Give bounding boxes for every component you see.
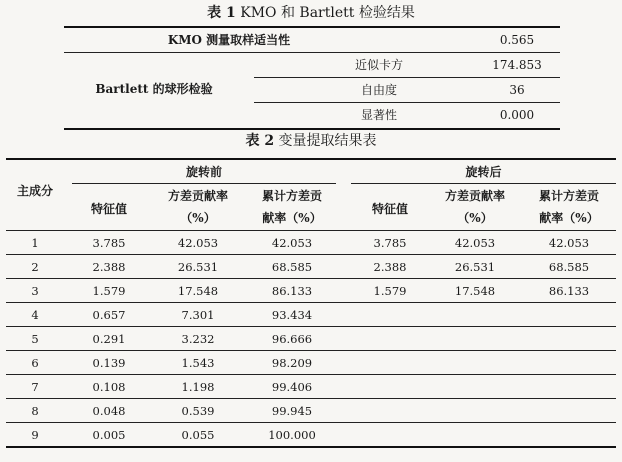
cell-eigen-after [351,399,429,423]
cell-var-before: 26.531 [177,260,219,274]
col-header-var-line2: （%） [457,211,493,225]
bartlett-label: Bartlett 的球形检验 [95,82,213,96]
col-header-cum-line2: 献率（%） [539,211,599,225]
cell-component: 6 [31,356,39,370]
cell-eigen-before: 0.657 [92,308,126,322]
kmo-value: 0.565 [499,33,535,47]
bartlett-stat-label: 显著性 [360,108,397,122]
cell-eigen-before: 0.139 [92,356,126,370]
cell-cum-before: 42.053 [271,236,313,250]
cell-var-after [426,351,524,375]
cell-eigen-after: 3.785 [373,236,407,250]
cell-eigen-after [351,327,429,351]
col-header-cum-line1: 累计方差贡 [261,189,322,203]
table-row [6,255,616,279]
bartlett-row [64,53,560,77]
col-header-var-line2: （%） [180,211,216,225]
cell-eigen-before: 3.785 [92,236,126,250]
col-header-var-after [426,187,524,227]
cell-component: 2 [31,260,39,274]
table1-title [0,4,622,22]
cell-component: 5 [31,332,39,346]
cell-component: 8 [31,404,39,418]
variable-extraction-table [6,158,616,448]
cell-cum-before: 99.945 [271,404,313,418]
table-row [6,303,616,327]
table2-number: 表 2 [245,133,275,149]
col-header-cum-before [246,187,338,227]
group-underline [72,183,336,184]
group-header-before: 旋转前 [185,165,222,179]
table2-caption: 变量提取结果表 [278,133,377,149]
kmo-label: KMO 测量取样适当性 [167,33,291,47]
table1-caption: KMO 和 Bartlett 检验结果 [240,5,415,21]
cell-var-before: 0.539 [181,404,215,418]
cell-var-before: 7.301 [181,308,215,322]
cell-component: 1 [31,236,39,250]
cell-eigen-before: 0.005 [92,428,126,442]
cell-eigen-after [351,423,429,447]
bartlett-row [64,78,560,102]
cell-var-before: 1.198 [181,380,215,394]
cell-eigen-after [351,303,429,327]
bartlett-stat-label: 近似卡方 [354,58,403,72]
cell-var-after [426,423,524,447]
cell-cum-after [522,375,616,399]
col-header-cum-after [522,187,616,227]
cell-var-before: 1.543 [181,356,215,370]
cell-var-after: 26.531 [454,260,496,274]
cell-component: 7 [31,380,39,394]
cell-var-after [426,399,524,423]
cell-var-before: 3.232 [181,332,215,346]
col-header-var-before [150,187,246,227]
cell-var-after [426,303,524,327]
col-header-cum-line2: 献率（%） [262,211,322,225]
table1-number: 表 1 [207,5,236,21]
col-header-var-line1: 方差贡献率 [167,189,228,203]
cell-cum-after: 68.585 [548,260,590,274]
cell-eigen-after: 2.388 [373,260,407,274]
col-header-var-line1: 方差贡献率 [444,189,505,203]
cell-eigen-before: 0.108 [92,380,126,394]
table-row [6,399,616,423]
bartlett-row [64,103,560,127]
cell-component: 9 [31,428,39,442]
table-row [6,423,616,447]
table2-title [0,132,622,150]
cell-cum-after: 86.133 [548,284,590,298]
cell-var-after: 42.053 [454,236,496,250]
cell-cum-before: 99.406 [271,380,313,394]
cell-eigen-before: 0.048 [92,404,126,418]
table-row [6,279,616,303]
cell-cum-after [522,351,616,375]
col-header-eigen-before: 特征值 [90,202,127,216]
cell-eigen-after [351,375,429,399]
cell-var-before: 0.055 [181,428,215,442]
cell-eigen-before: 1.579 [92,284,126,298]
cell-var-after [426,375,524,399]
cell-cum-before: 96.666 [271,332,313,346]
table-row [6,351,616,375]
cell-component: 3 [31,284,39,298]
group-header-after: 旋转后 [465,165,502,179]
bartlett-stat-value: 174.853 [492,58,542,72]
cell-cum-before: 100.000 [268,428,316,442]
cell-cum-after: 42.053 [548,236,590,250]
cell-eigen-before: 2.388 [92,260,126,274]
cell-cum-after [522,399,616,423]
bartlett-stat-value: 36 [509,83,525,97]
kmo-bartlett-table [64,26,560,130]
table-row [6,375,616,399]
bartlett-stat-label: 自由度 [360,83,397,97]
cell-var-before: 42.053 [177,236,219,250]
cell-cum-before: 68.585 [271,260,313,274]
cell-var-after: 17.548 [454,284,496,298]
col-header-cum-line1: 累计方差贡 [538,189,599,203]
cell-cum-before: 86.133 [271,284,313,298]
col-header-eigen-after: 特征值 [371,202,408,216]
group-underline [351,183,616,184]
cell-var-before: 17.548 [177,284,219,298]
cell-eigen-before: 0.291 [92,332,126,346]
cell-var-after [426,327,524,351]
table-row [6,231,616,255]
cell-cum-after [522,423,616,447]
bartlett-stat-value: 0.000 [499,108,535,122]
cell-cum-before: 93.434 [271,308,313,322]
cell-cum-before: 98.209 [271,356,313,370]
cell-eigen-after: 1.579 [373,284,407,298]
kmo-row [64,28,560,52]
cell-eigen-after [351,351,429,375]
col-header-component: 主成分 [16,184,53,198]
cell-cum-after [522,303,616,327]
table-row [6,327,616,351]
cell-cum-after [522,327,616,351]
cell-component: 4 [31,308,39,322]
